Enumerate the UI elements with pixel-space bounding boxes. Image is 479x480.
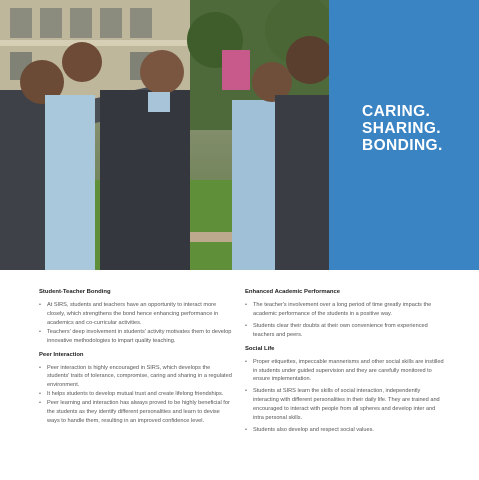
students-photo-illustration <box>0 0 329 270</box>
section-heading-social-life: Social Life <box>245 345 275 352</box>
list-item: • Students clear their doubts at their own convenience from experienced teachers and peers. <box>245 322 445 340</box>
list-item: • Students at SIRS learn the skills of social interaction, independently interacting with different personalities in their daily life. They are trained and encouraged to interact with people from all spheres and develop inter and intra personal skills. <box>245 387 445 423</box>
right-column <box>245 288 445 435</box>
list-item: • Proper etiquettes, impeccable mannerisms and other social skills are instilled in students under guided supervision and they are carefully monitored to ensure implementation. <box>245 358 445 385</box>
list-item: • It helps students to develop mutual trust and create lifelong friendships. <box>39 390 233 399</box>
list-item: • Peer learning and interaction has always proved to be highly beneficial for the students as they identify different personalities and learn to devise ways to handle them, resulting in an improved confidence level. <box>39 399 233 426</box>
tagline-line-caring: CARING. <box>362 103 431 120</box>
section-heading-peer-interaction: Peer Interaction <box>39 351 84 358</box>
peer-interaction-list <box>39 364 233 426</box>
enhanced-academic-performance-list <box>245 301 445 340</box>
left-column <box>39 288 233 426</box>
list-item: • The teacher's involvement over a long period of time greatly impacts the academic performance of the students in a positive way. <box>245 301 445 319</box>
tagline-line-sharing: SHARING. <box>362 120 441 137</box>
students-photo <box>0 0 329 270</box>
tagline-line-bonding: BONDING. <box>362 137 443 154</box>
student-teacher-bonding-list <box>39 301 233 346</box>
tagline-panel <box>329 0 479 270</box>
body-content <box>0 288 479 478</box>
tagline <box>362 103 443 154</box>
section-heading-enhanced-academic-performance: Enhanced Academic Performance <box>245 289 341 295</box>
list-item: • Teachers' deep involvement in students' activity motivates them to develop innovative methodologies to impart quality teaching. <box>39 328 233 346</box>
list-item: • At SIRS, students and teachers have an opportunity to interact more closely, which strengthens the bond hence enhancing performance in academics and co-curricular activities. <box>39 301 233 328</box>
section-heading-student-teacher-bonding: Student-Teacher Bonding <box>39 289 111 295</box>
list-item: • Students also develop and respect social values. <box>245 426 445 435</box>
social-life-list <box>245 358 445 435</box>
list-item: • Peer interaction is highly encouraged in SIRS, which develops the students' traits of tolerance, compromise, caring and sharing in a regulated environment. <box>39 364 233 391</box>
